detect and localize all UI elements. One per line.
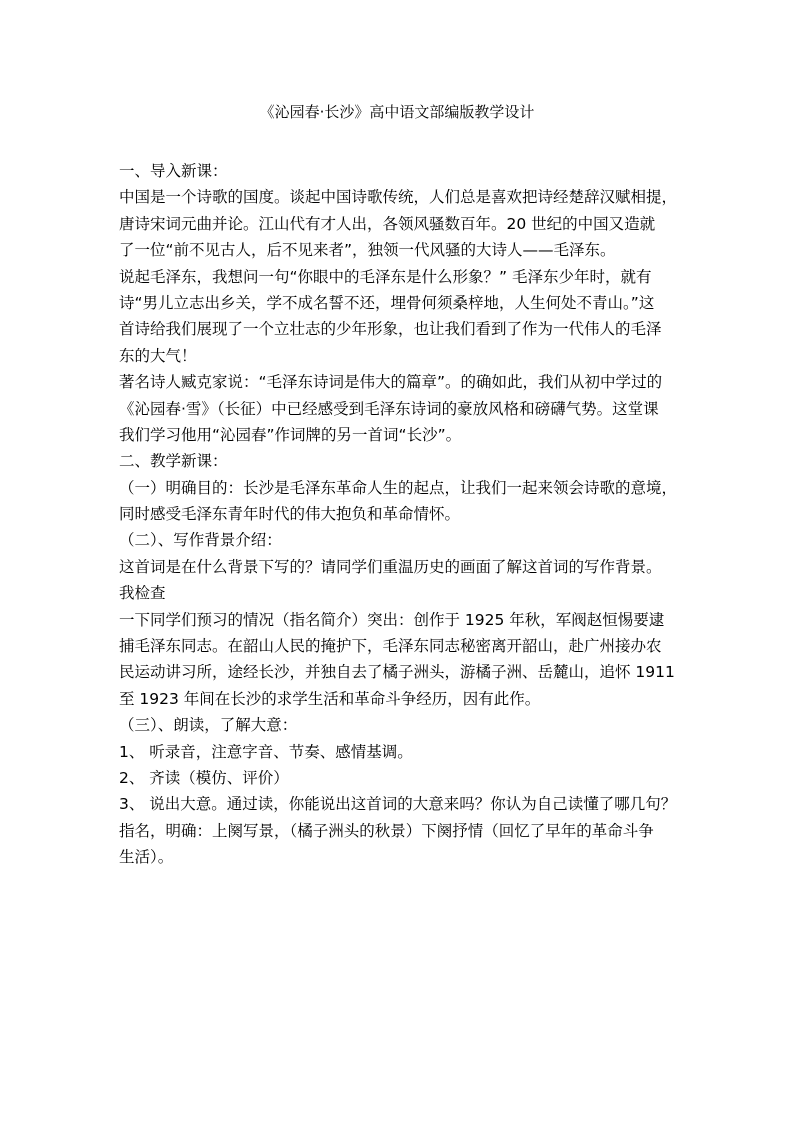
- paragraph-line: 东的大气！: [119, 346, 197, 365]
- paragraph-line: 生活）。: [119, 848, 174, 867]
- paragraph-line: 我们学习他用“沁园春”作词牌的另一首词“长沙”。: [119, 425, 462, 444]
- paragraph-line: （三）、朗读，了解大意：: [119, 716, 298, 735]
- document-body: [119, 158, 699, 871]
- paragraph-line: 说起毛泽东，我想问一句“你眼中的毛泽东是什么形象？” 毛泽东少年时，就有: [119, 267, 652, 286]
- paragraph-line: 中国是一个诗歌的国度。谈起中国诗歌传统，人们总是喜欢把诗经楚辞汉赋相提，: [119, 188, 678, 207]
- paragraph-line: 一、导入新课：: [119, 162, 228, 180]
- paragraph-line: 一下同学们预习的情况（指名简介）突出：创作于 1925 年秋，军阀赵恒惕要逮: [119, 610, 665, 629]
- paragraph-line: 这首词是在什么背景下写的？请同学们重温历史的画面了解这首词的写作背景。: [119, 557, 662, 576]
- paragraph-line: 著名诗人臧克家说：“毛泽东诗词是伟大的篇章”。的确如此，我们从初中学过的: [119, 373, 663, 392]
- paragraph-line: 3、 说出大意。通过读，你能说出这首词的大意来吗？你认为自己读懂了哪几句？: [119, 795, 677, 814]
- paragraph-line: 至 1923 年间在长沙的求学生活和革命斗争经历，因有此作。: [119, 689, 541, 708]
- paragraph-line: 同时感受毛泽东青年时代的伟大抱负和革命情怀。: [119, 505, 461, 524]
- paragraph-line: 1、 听录音，注意字音、节奏、感情基调。: [119, 742, 413, 761]
- paragraph-line: 捕毛泽东同志。在韶山人民的掩护下，毛泽东同志秘密离开韶山，赴广州接办农: [119, 637, 662, 656]
- paragraph-line: 诗“男儿立志出乡关，学不成名誓不还，埋骨何须桑梓地，人生何处不青山。”这: [119, 293, 655, 312]
- paragraph-line: 了一位“前不见古人，后不见来者”，独领一代风骚的大诗人——毛泽东。: [119, 241, 616, 260]
- document-title: 《沁园春·长沙》高中语文部编版教学设计: [259, 103, 535, 121]
- paragraph-line: 我检查: [119, 584, 166, 603]
- paragraph-line: （一）明确目的：长沙是毛泽东革命人生的起点，让我们一起来领会诗歌的意境，: [119, 478, 678, 497]
- paragraph-line: 唐诗宋词元曲并论。江山代有才人出，各领风骚数百年。20 世纪的中国又造就: [119, 214, 656, 233]
- paragraph-line: 首诗给我们展现了一个立壮志的少年形象，也让我们看到了作为一代伟人的毛泽: [119, 320, 662, 339]
- paragraph-line: 2、 齐读（模仿、评价）: [119, 768, 289, 787]
- paragraph-line: 指名，明确：上阕写景，（橘子洲头的秋景）下阕抒情（回忆了早年的革命斗争: [119, 821, 654, 840]
- paragraph-line: 《沁园春·雪》（长征）中已经感受到毛泽东诗词的豪放风格和磅礴气势。这堂课: [119, 399, 659, 418]
- paragraph-line: 二、教学新课：: [119, 452, 228, 471]
- paragraph-line: （二）、写作背景介绍：: [119, 531, 282, 550]
- paragraph-line: 民运动讲习所，途经长沙，并独自去了橘子洲头，游橘子洲、岳麓山，追怀 1911: [119, 663, 675, 682]
